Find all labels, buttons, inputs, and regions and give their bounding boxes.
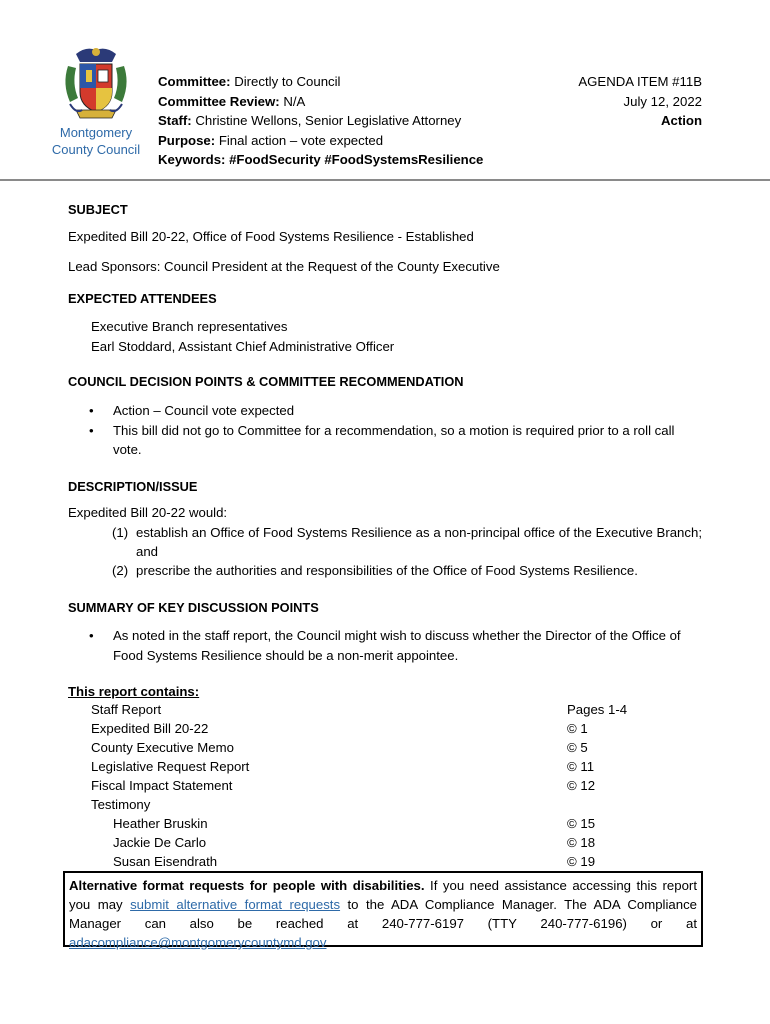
council-name-line2: County Council [51, 142, 141, 157]
description-intro: Expedited Bill 20-22 would: [68, 505, 228, 520]
header-divider [0, 179, 770, 181]
summary-list [89, 626, 703, 665]
contents-row: Expedited Bill 20-22 © 1 [91, 721, 588, 736]
council-name-line1: Montgomery [59, 125, 133, 140]
committee-review-line: Committee Review: N/A [158, 93, 306, 109]
contents-row: Fiscal Impact Statement © 12 [91, 778, 596, 793]
summary-heading: SUMMARY OF KEY DISCUSSION POINTS [68, 600, 319, 615]
contents-row: Heather Bruskin © 15 [113, 816, 596, 831]
subject-line: Expedited Bill 20-22, Office of Food Systems Resilience - Established [68, 229, 474, 244]
attendee-item: Executive Branch representatives [91, 319, 288, 334]
agenda-item: AGENDA ITEM #11B [578, 74, 702, 89]
notice-text: to the ADA Compliance Manager. The ADA Compliance Manager can also be reached at 240-777-6197 (TTY 240-777-6196) or at [69, 897, 697, 931]
decision-list [89, 401, 699, 460]
agenda-action: Action [660, 113, 702, 128]
attendee-item: Earl Stoddard, Assistant Chief Administrative Officer [91, 338, 395, 354]
attendees-list [91, 317, 394, 356]
attendees-heading: EXPECTED ATTENDEES [68, 291, 217, 306]
lead-sponsors: Lead Sponsors: Council President at the Request of the County Executive [68, 259, 500, 274]
contents-row: County Executive Memo © 5 [91, 740, 588, 755]
contents-title: This report contains: [68, 684, 200, 699]
notice-heading: Alternative format requests for people with disabilities. [69, 878, 425, 893]
contents-row: Jackie De Carlo © 18 [113, 835, 596, 850]
keywords-line: Keywords: #FoodSecurity #FoodSystemsResilience [158, 152, 484, 167]
contents-row: Staff Report Pages 1-4 [91, 702, 628, 717]
county-seal-logo [56, 44, 136, 124]
description-item: (1) establish an Office of Food Systems Resilience as a non-principal office of the Executive Branch; and [112, 525, 702, 559]
contents-list [91, 702, 671, 872]
decision-item: • This bill did not go to Committee for a recommendation, so a motion is required prior to a roll call vote. [89, 421, 699, 460]
purpose-line: Purpose: Final action – vote expected [158, 132, 384, 148]
agenda-date: July 12, 2022 [623, 93, 702, 109]
contents-row: Legislative Request Report © 11 [91, 759, 595, 774]
decision-item: • Action – Council vote expected [89, 401, 699, 421]
summary-item: • As noted in the staff report, the Council might wish to discuss whether the Director of the Office of Food Systems Resilience should be a non-merit appointee. [89, 626, 703, 665]
notice-text: If you need assistance accessing this report you may [69, 878, 697, 912]
contents-row: Testimony [91, 797, 151, 812]
description-item: (2) prescribe the authorities and responsibilities of the Office of Food Systems Resilience. [112, 563, 638, 578]
description-list [112, 523, 702, 580]
contents-row: Susan Eisendrath © 19 [113, 854, 596, 869]
staff-line: Staff: Christine Wellons, Senior Legislative Attorney [158, 113, 462, 128]
accessibility-notice [63, 871, 703, 950]
meeting-meta [158, 72, 483, 170]
decision-heading: COUNCIL DECISION POINTS & COMMITTEE RECOMMENDATION [68, 374, 464, 389]
subject-heading: SUBJECT [68, 202, 128, 217]
council-name [40, 124, 152, 158]
committee-line: Committee: Directly to Council [158, 74, 341, 89]
description-heading: DESCRIPTION/ISSUE [68, 479, 198, 494]
ada-email-link[interactable]: adacompliance@montgomerycountymd.gov [69, 935, 327, 950]
agenda-info [578, 72, 702, 131]
alternative-format-link[interactable]: submit alternative format requests [130, 897, 341, 912]
